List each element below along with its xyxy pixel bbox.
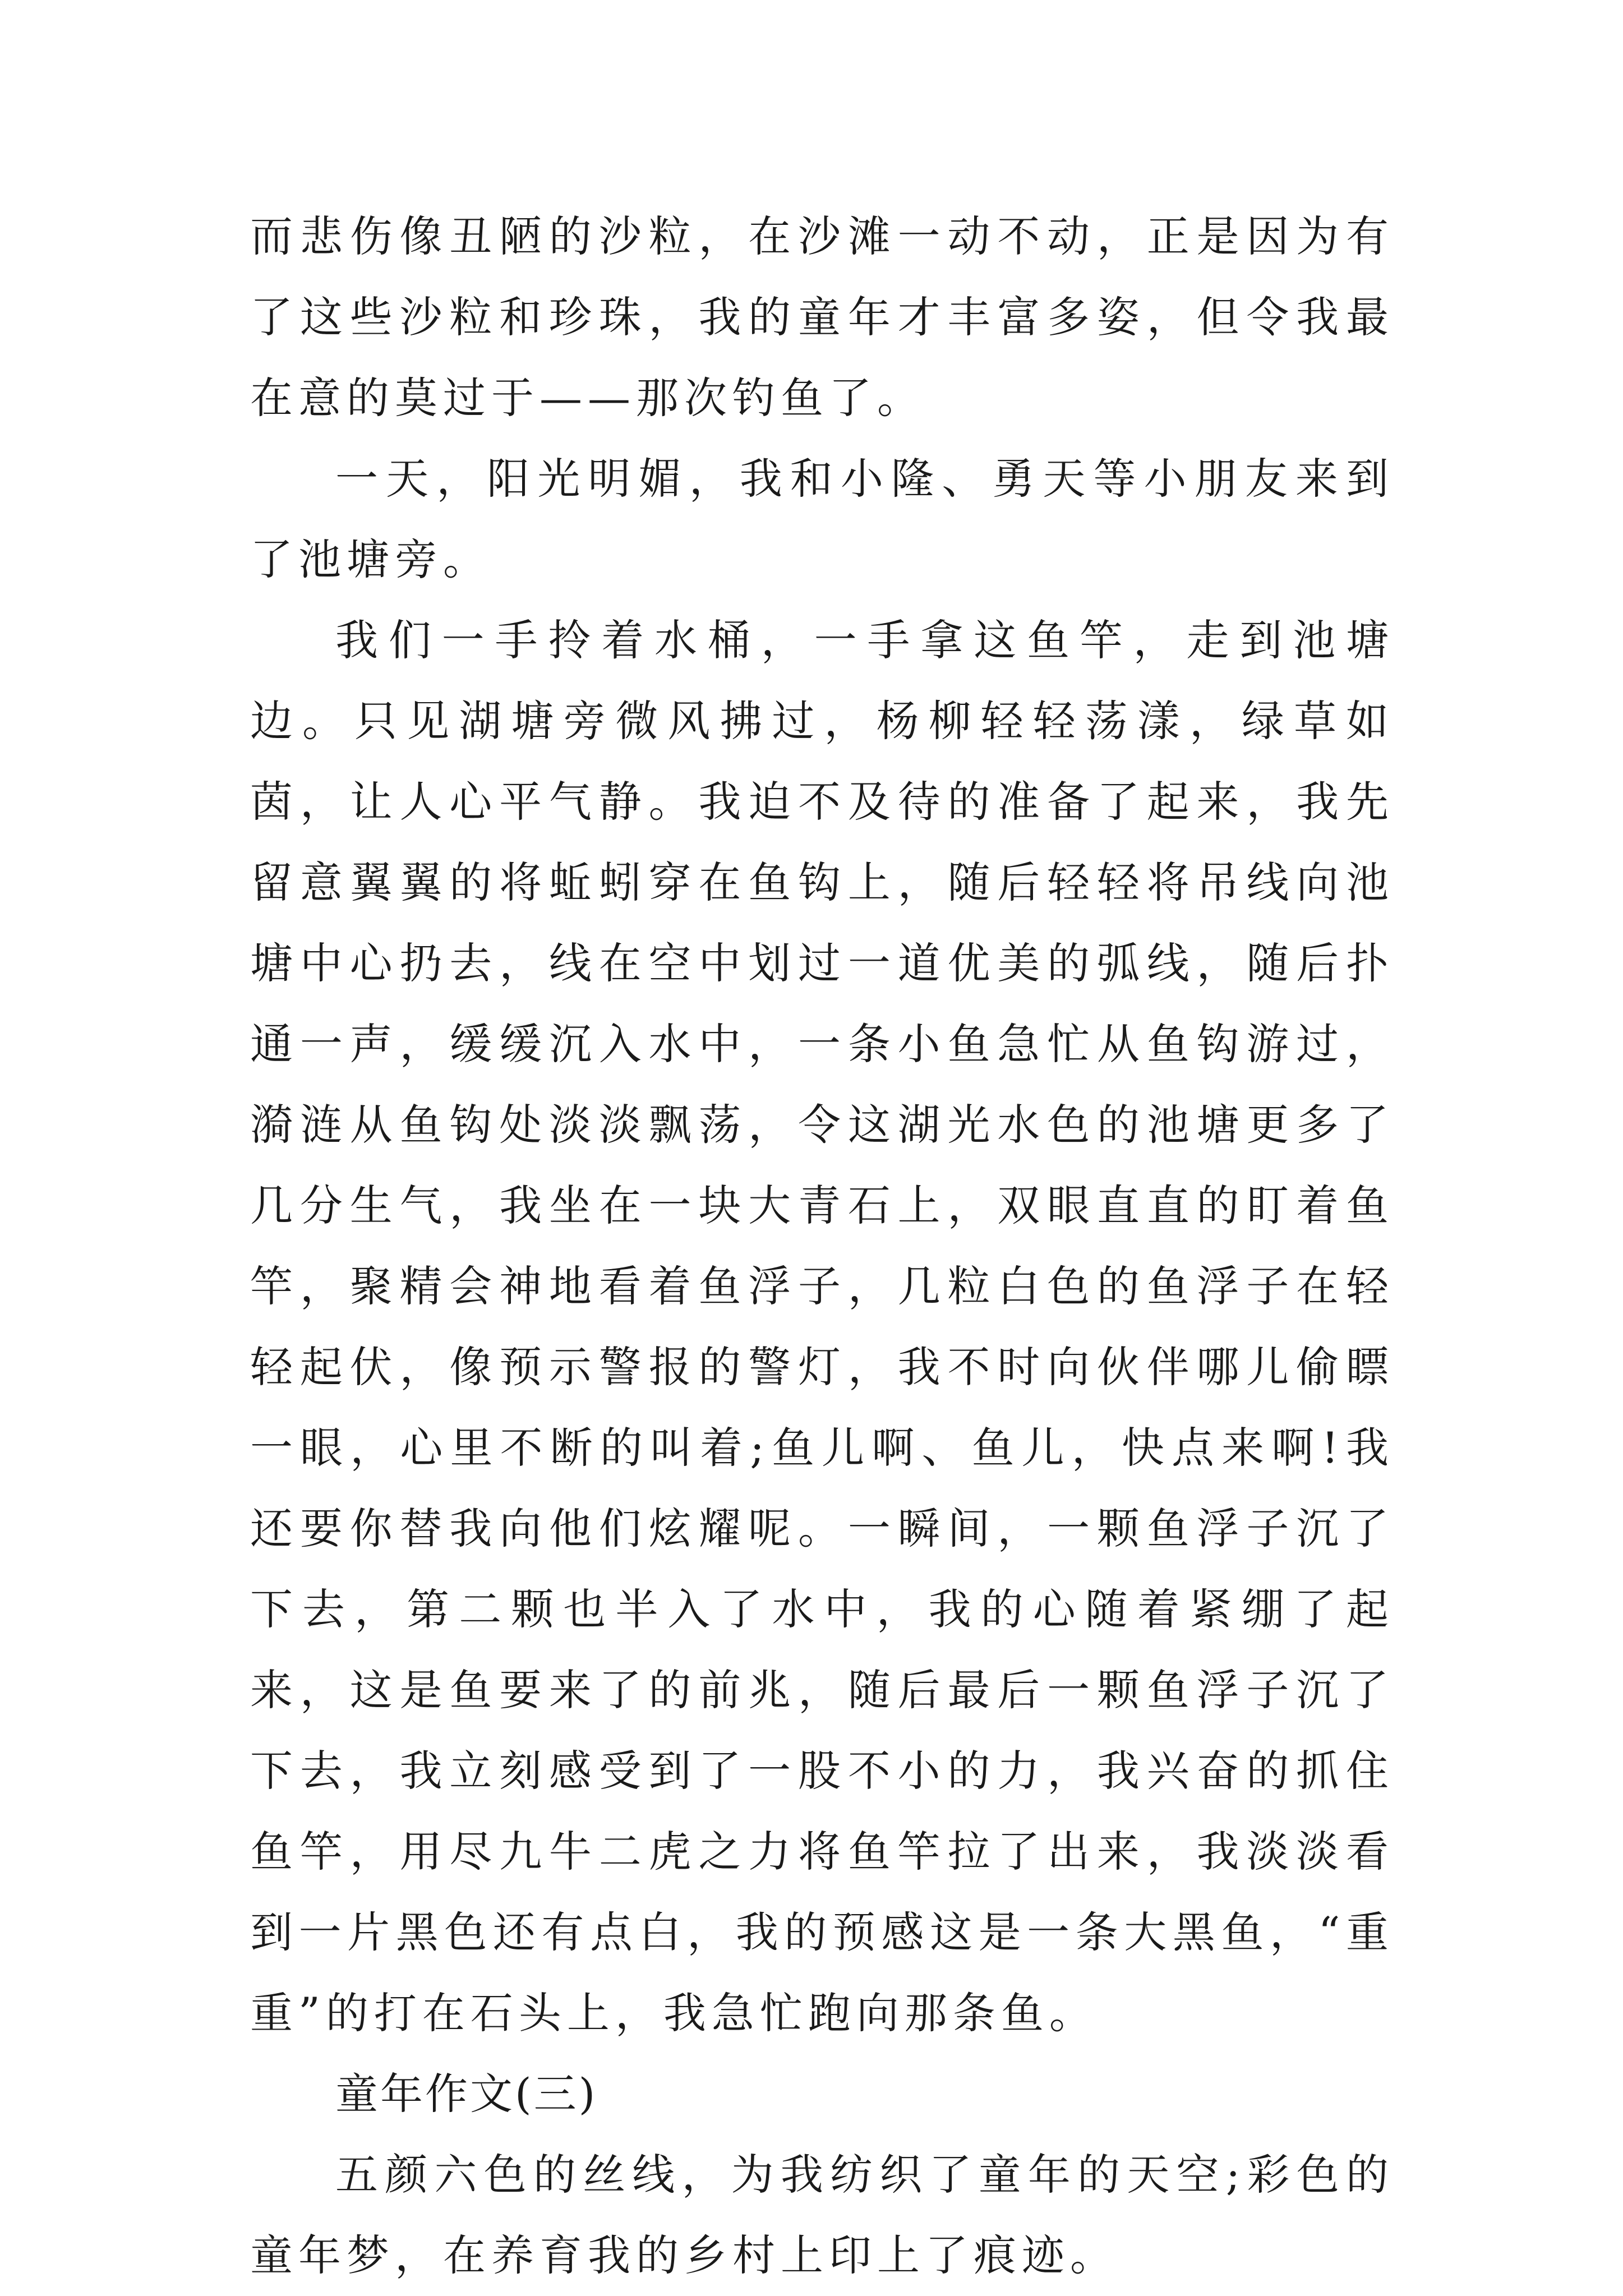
paragraph-continuation: 而悲伤像丑陋的沙粒，在沙滩一动不动，正是因为有了这些沙粒和珍珠，我的童年才丰富多姿，但令我最在意的莫过于——那次钓鱼了。 bbox=[250, 211, 1394, 423]
paragraph-colorful-threads: 五颜六色的丝线，为我纺织了童年的天空;彩色的童年梦，在养育我的乡村上印上了痕迹。 bbox=[250, 2150, 1394, 2280]
article-body bbox=[250, 196, 1394, 2296]
paragraph-sunny-day: 一天，阳光明媚，我和小隆、勇天等小朋友来到了池塘旁。 bbox=[250, 454, 1394, 584]
section-heading: 童年作文(三) bbox=[335, 2069, 598, 2119]
paragraph-fishing-story: 我们一手拎着水桶，一手拿这鱼竿，走到池塘边。只见湖塘旁微风拂过，杨柳轻轻荡漾，绿草如茵，让人心平气静。我迫不及待的准备了起来，我先留意翼翼的将蚯蚓穿在鱼钩上，随后轻轻将吊线向池塘中心扔去，线在空中划过一道优美的弧线，随后扑通一声，缓缓沉入水中，一条小鱼急忙从鱼钩游过，漪涟从鱼钩处淡淡飘荡，令这湖光水色的池塘更多了几分生气，我坐在一块大青石上，双眼直直的盯着鱼竿，聚精会神地看着鱼浮子，几粒白色的鱼浮子在轻轻起伏，像预示警报的警灯，我不时向伙伴哪儿偷瞟一眼，心里不断的叫着;鱼儿啊、鱼儿，快点来啊!我还要你替我向他们炫耀呢。一瞬间，一颗鱼浮子沉了下去，第二颗也半入了水中，我的心随着紧绷了起来，这是鱼要来了的前兆，随后最后一颗鱼浮子沉了下去，我立刻感受到了一股不小的力，我兴奋的抓住鱼竿，用尽九牛二虎之力将鱼竿拉了出来，我淡淡看到一片黑色还有点白，我的预感这是一条大黑鱼，“重重”的打在石头上，我急忙跑向那条鱼。 bbox=[250, 615, 1394, 2038]
